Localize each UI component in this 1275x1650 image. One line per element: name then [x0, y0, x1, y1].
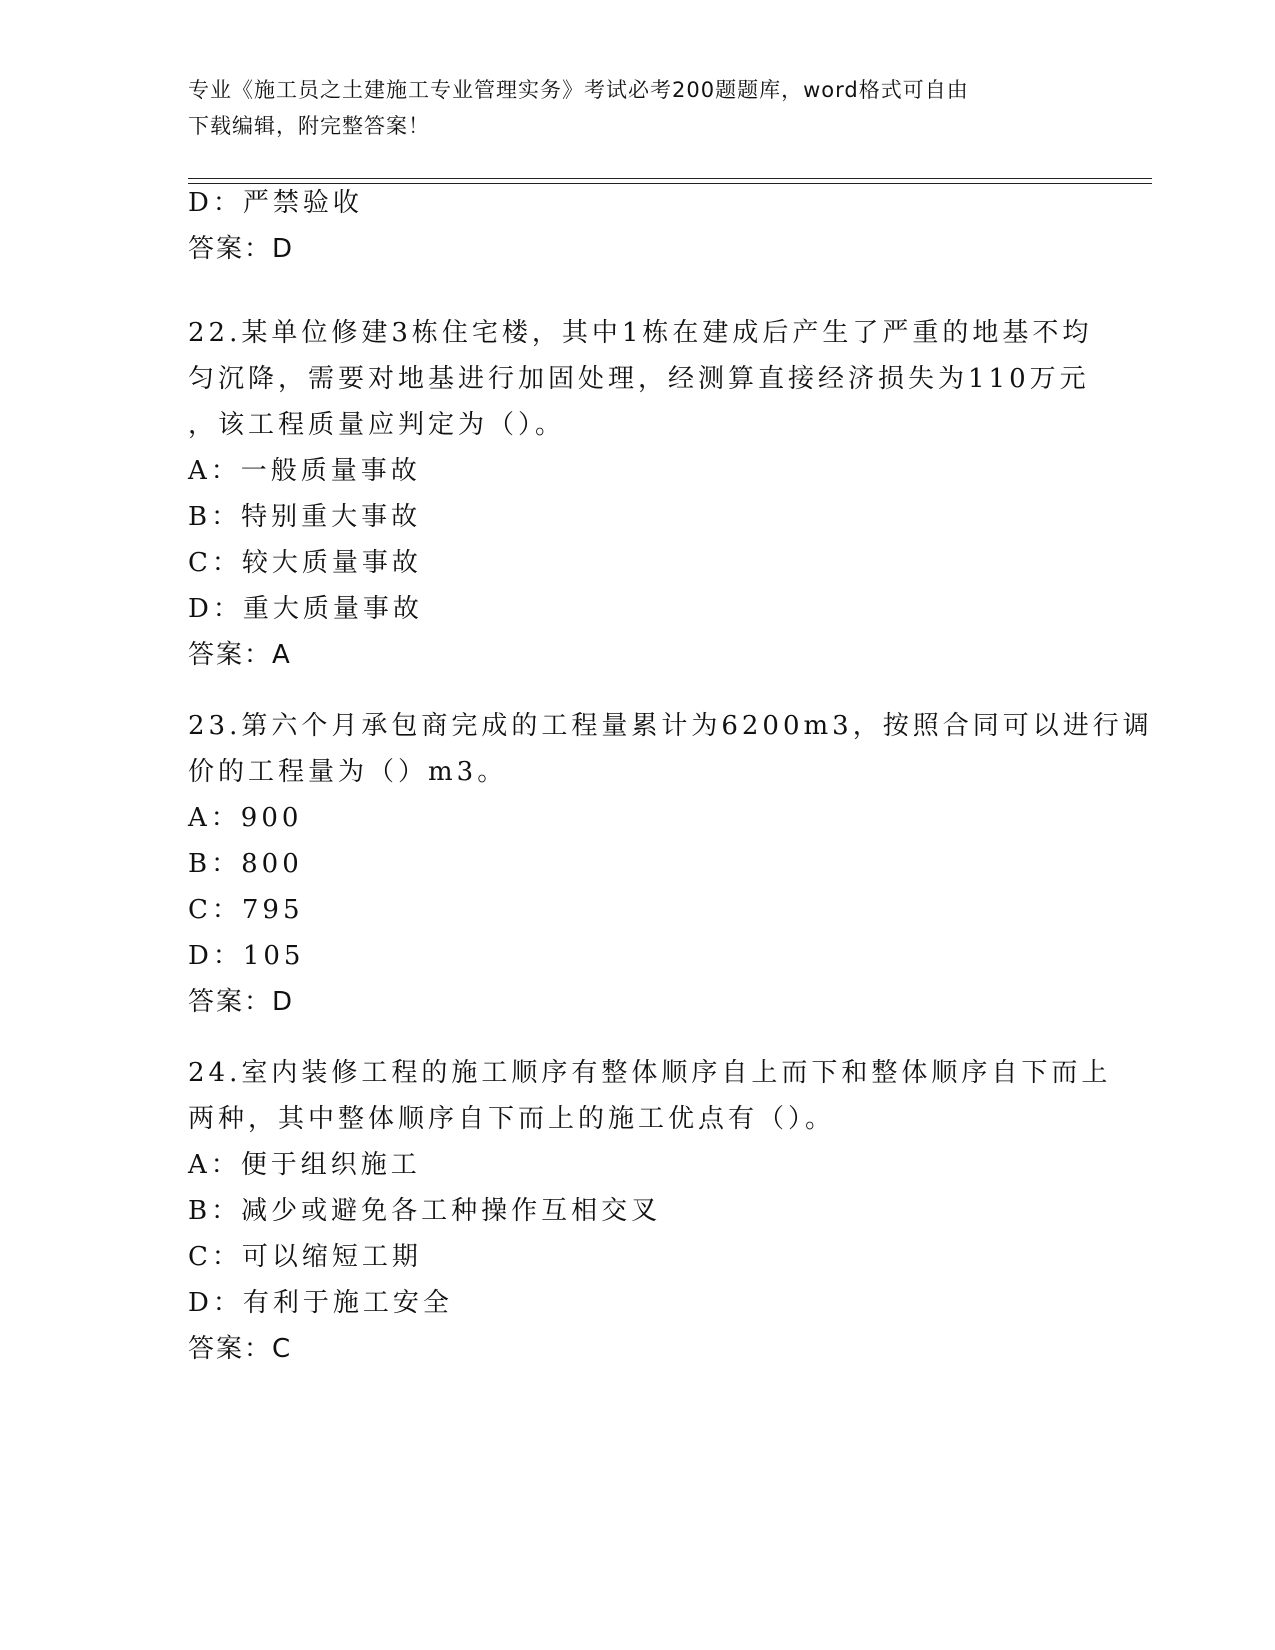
option-c: C：较大质量事故	[188, 548, 422, 578]
option-a: A：一般质量事故	[188, 456, 421, 486]
option-b: B：减少或避免各工种操作互相交叉	[188, 1196, 662, 1226]
question-text-line: 23.第六个月承包商完成的工程量累计为6200m3，按照合同可以进行调	[188, 711, 1153, 741]
option-d: D：重大质量事故	[188, 594, 423, 624]
header-line-1: 专业《施工员之土建施工专业管理实务》考试必考200题题库，word格式可自由	[188, 78, 969, 102]
option-c: C：795	[188, 895, 304, 925]
header-divider-top	[188, 178, 1152, 179]
option-d: D：105	[188, 941, 305, 971]
option-b: B：800	[188, 849, 303, 879]
question-text-line: 22.某单位修建3栋住宅楼，其中1栋在建成后产生了严重的地基不均	[188, 318, 1093, 348]
question-text-line: 价的工程量为（）m3。	[188, 757, 508, 787]
option-a: A：900	[188, 803, 303, 833]
answer: 答案：D	[188, 234, 295, 264]
option-d: D：严禁验收	[188, 188, 363, 218]
question-text-line: ，该工程质量应判定为（）。	[188, 410, 566, 440]
answer: 答案：C	[188, 1334, 293, 1364]
question-24	[188, 1050, 1112, 1372]
question-text-line: 两种，其中整体顺序自下而上的施工优点有（）。	[188, 1104, 836, 1134]
option-b: B：特别重大事故	[188, 502, 422, 532]
option-d: D：有利于施工安全	[188, 1288, 453, 1318]
option-a: A：便于组织施工	[188, 1150, 421, 1180]
header-line-2: 下载编辑，附完整答案！	[188, 114, 430, 138]
answer: 答案：A	[188, 640, 292, 670]
question-22	[188, 310, 1108, 678]
question-text-line: 匀沉降，需要对地基进行加固处理，经测算直接经济损失为110万元	[188, 364, 1090, 394]
prev-question-tail	[188, 180, 1108, 272]
question-text-line: 24.室内装修工程的施工顺序有整体顺序自上而下和整体顺序自下而上	[188, 1058, 1112, 1088]
option-c: C：可以缩短工期	[188, 1242, 422, 1272]
answer: 答案：D	[188, 987, 295, 1017]
page-header	[188, 72, 1068, 144]
question-23	[188, 703, 1153, 1025]
